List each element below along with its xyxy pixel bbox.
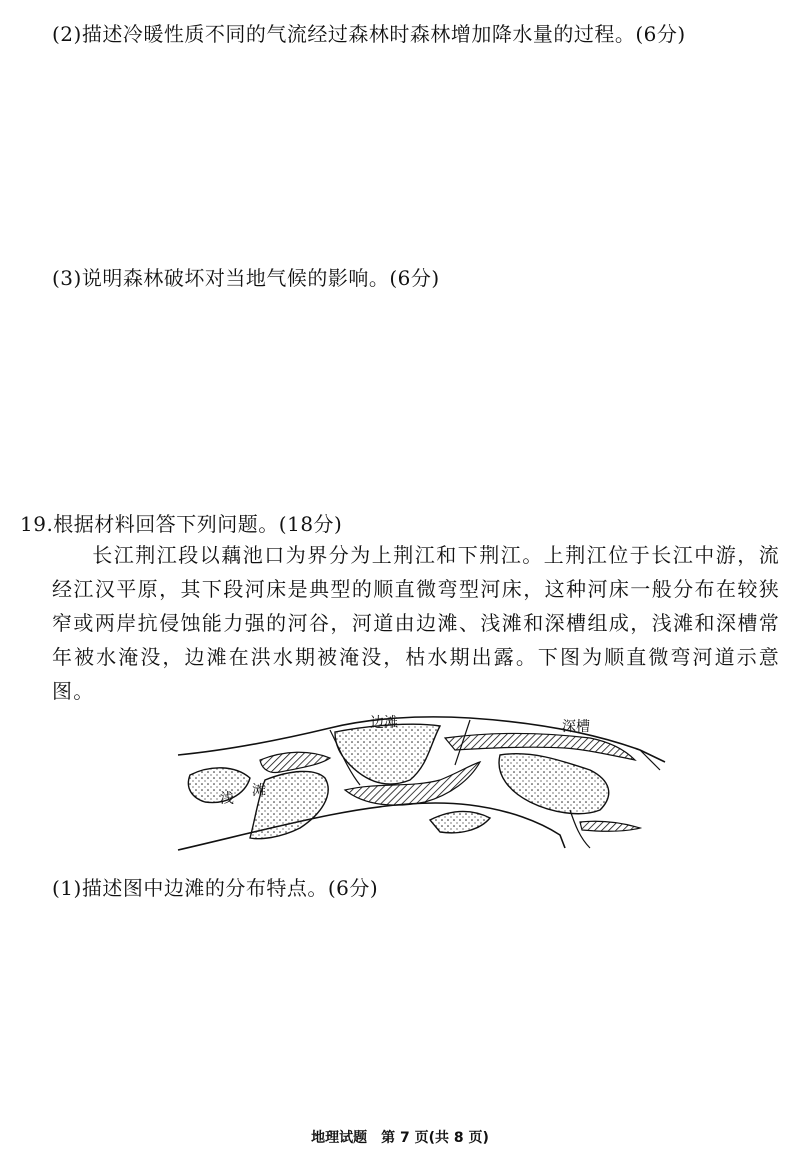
label-qiantan-1: 浅 (220, 791, 234, 807)
deep-trough-left (260, 752, 330, 772)
label-qiantan-2: 滩 (252, 783, 266, 799)
label-biantan: 边滩 (370, 715, 398, 731)
question-19-title: 19.根据材料回答下列问题。(18分) (20, 512, 343, 536)
river-diagram-svg (170, 710, 670, 860)
lower-bank (178, 803, 565, 850)
question-19-material (52, 538, 780, 708)
question-18-2: (2)描述冷暖性质不同的气流经过森林时森林增加降水量的过程。(6分) (52, 22, 686, 46)
label-shencao: 深槽 (562, 719, 590, 735)
side-bar-lower (430, 811, 490, 832)
question-19-1: (1)描述图中边滩的分布特点。(6分) (52, 876, 379, 900)
page-footer: 地理试题 第 7 页(共 8 页) (311, 1130, 489, 1146)
river-channel-diagram (170, 710, 670, 860)
side-bar-right (499, 754, 609, 814)
material-text: 长江荆江段以藕池口为界分为上荆江和下荆江。上荆江位于长江中游，流经江汉平原，其下段河床是典型的顺直微弯型河床，这种河床一般分布在较狭窄或两岸抗侵蚀能力强的河谷，河道由边滩、浅滩和深槽组成，浅滩和深槽常年被水淹没，边滩在洪水期被淹没，枯水期出露。下图为顺直微弯河道示意图。 (52, 543, 780, 703)
side-bar-upper (335, 724, 440, 784)
deep-trough-lower (580, 821, 640, 831)
question-18-3: (3)说明森林破坏对当地气候的影响。(6分) (52, 266, 440, 290)
channel-line-4 (640, 750, 660, 770)
